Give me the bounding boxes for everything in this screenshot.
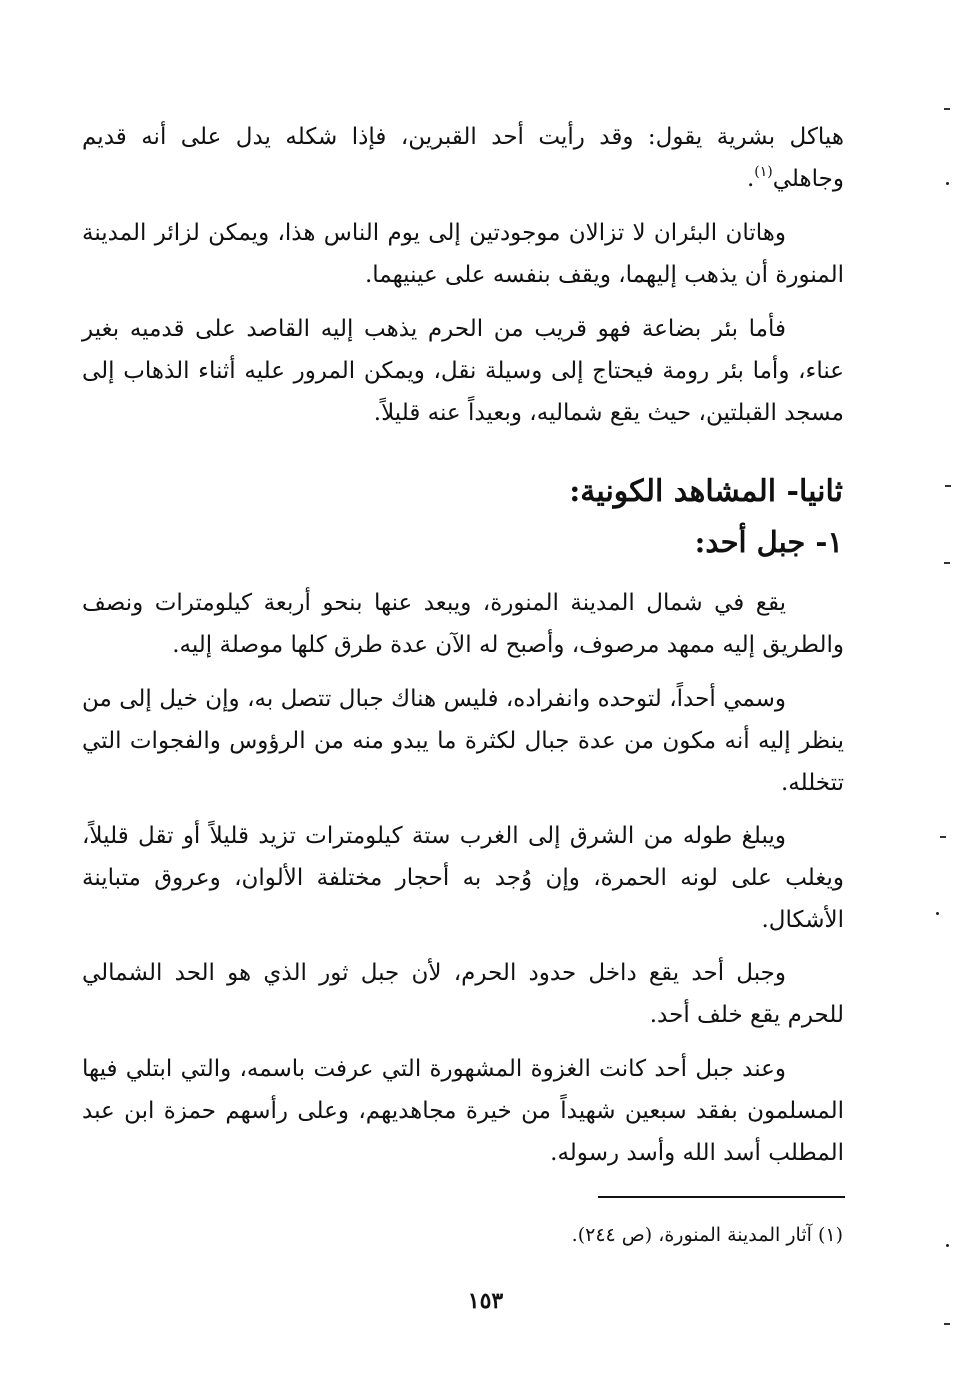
paragraph-4 xyxy=(82,582,844,666)
footnote-reference: (١) xyxy=(754,164,773,180)
margin-mark xyxy=(946,1244,949,1247)
paragraph-5 xyxy=(82,678,844,804)
paragraph-1-text: هياكل بشرية يقول: وقد رأيت أحد القبرين، فإذا شكله يدل على أنه قديم وجاهلي xyxy=(82,124,844,192)
margin-mark xyxy=(945,485,951,487)
paragraph-3 xyxy=(82,308,844,434)
paragraph-8-text: وعند جبل أحد كانت الغزوة المشهورة التي عرفت باسمه، والتي ابتلي فيها المسلمون بفقد سبعين شهيداً من خيرة مجاهديهم، وعلى رأسهم حمزة ابن عبد المطلب أسد الله وأسد رسوله. xyxy=(82,1056,844,1166)
paragraph-7 xyxy=(82,952,844,1036)
paragraph-6-text: ويبلغ طوله من الشرق إلى الغرب ستة كيلومترات تزيد قليلاً أو تقل قليلاً، ويغلب على لونه الحمرة، وإن وُجد به أحجار مختلفة الألوان، وعروق متباينة الأشكال. xyxy=(82,823,844,933)
paragraph-4-text: يقع في شمال المدينة المنورة، ويبعد عنها بنحو أربعة كيلومترات ونصف والطريق إليه ممهد مرصوف، وأصبح له الآن عدة طرق كلها موصلة إليه. xyxy=(82,590,844,658)
paragraph-1 xyxy=(82,116,844,203)
paragraph-7-text: وجبل أحد يقع داخل حدود الحرم، لأن جبل ثور الذي هو الحد الشمالي للحرم يقع خلف أحد. xyxy=(82,960,844,1028)
page-number: ١٥٣ xyxy=(467,1288,504,1314)
paragraph-8 xyxy=(82,1048,844,1174)
margin-mark xyxy=(940,836,946,838)
margin-mark xyxy=(936,912,939,915)
paragraph-3-text: فأما بئر بضاعة فهو قريب من الحرم يذهب إليه القاصد على قدميه بغير عناء، وأما بئر رومة فيحتاج إلى وسيلة نقل، ويمكن المرور عليه أثناء الذهاب إلى مسجد القبلتين، حيث يقع شماليه، وبعيداً عنه قليلاً. xyxy=(82,316,844,426)
margin-mark xyxy=(946,182,949,185)
paragraph-5-text: وسمي أحداً، لتوحده وانفراده، فليس هناك جبال تتصل به، وإن خيل إلى من ينظر إليه أنه مكون من عدة جبال لكثرة ما يبدو منه من الرؤوس والفجوات التي تتخلله. xyxy=(82,686,844,796)
footnote: (١) آثار المدينة المنورة، (ص ٢٤٤). xyxy=(571,1224,843,1246)
margin-mark xyxy=(944,1323,950,1325)
paragraph-2-text: وهاتان البئران لا تزالان موجودتين إلى يوم الناس هذا، ويمكن لزائر المدينة المنورة أن يذهب إليهما، ويقف بنفسه على عينيهما. xyxy=(82,220,844,288)
margin-mark xyxy=(944,108,950,110)
footnote-divider xyxy=(598,1196,845,1198)
paragraph-1-end: . xyxy=(746,166,755,192)
subsection-heading: ١- جبل أحد: xyxy=(694,525,843,559)
paragraph-2 xyxy=(82,212,844,296)
paragraph-6 xyxy=(82,815,844,941)
margin-mark xyxy=(944,562,950,564)
section-heading: ثانيا- المشاهد الكونية: xyxy=(569,474,843,509)
